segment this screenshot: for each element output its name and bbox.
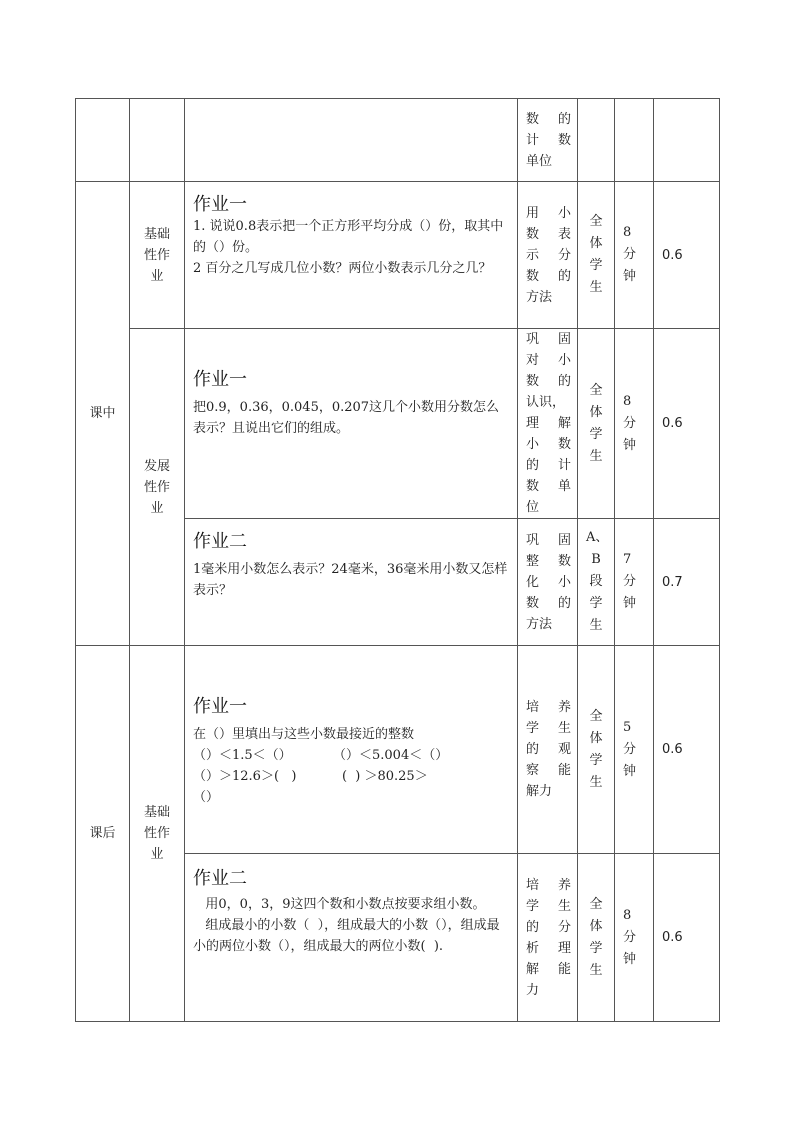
time-cell: 7 分 钟: [615, 519, 654, 646]
goal-cell: 数 的 计 数 单位: [518, 99, 578, 182]
object-cell: A、 B 段 学 生: [578, 519, 615, 646]
stage-cell: [76, 99, 130, 182]
homework-content: 作业一 在（）里填出与这些小数最接近的整数 （）＜1.5＜（） （）＜5.004＜（） （）＞12.6＞( ) ( ) ＞80.25＞ （）: [185, 646, 518, 854]
score-cell: [654, 99, 720, 182]
stage-label: 课中: [76, 182, 130, 646]
type-cell: [130, 99, 185, 182]
homework-title: 作业二: [193, 868, 247, 889]
object-cell: 全 体 学 生: [578, 646, 615, 854]
table-row: [76, 329, 720, 519]
goal-cell: 巩 固 对 小 数 的 认识， 理 解 小 数 的 计 数 单 位: [518, 329, 578, 519]
stage-label: 课后: [76, 646, 130, 1022]
score-cell: 0.6: [654, 182, 720, 329]
goal-cell: 巩 固 整 数 化 小 数 的 方法: [518, 519, 578, 646]
time-cell: 8 分 钟: [615, 329, 654, 519]
table-row: [76, 646, 720, 854]
goal-cell: 培 养 学 生 的 分 析 理 解 能 力: [518, 854, 578, 1022]
homework-title: 作业二: [193, 531, 247, 552]
time-cell: 8 分 钟: [615, 854, 654, 1022]
time-cell: [615, 99, 654, 182]
goal-cell: 培 养 学 生 的 观 察 能 解力: [518, 646, 578, 854]
content-cell: [185, 99, 518, 182]
type-label: 基础性作业: [130, 646, 185, 1022]
score-cell: 0.6: [654, 329, 720, 519]
homework-table: [75, 98, 720, 1022]
time-cell: 5 分 钟: [615, 646, 654, 854]
object-cell: 全 体 学 生: [578, 182, 615, 329]
object-cell: 全 体 学 生: [578, 329, 615, 519]
homework-content: 作业二 1毫米用小数怎么表示？24毫米，36毫米用小数又怎样表示？: [185, 519, 518, 646]
time-cell: 8 分 钟: [615, 182, 654, 329]
type-label: 发展性作业: [130, 329, 185, 646]
score-cell: 0.6: [654, 646, 720, 854]
score-cell: 0.7: [654, 519, 720, 646]
object-cell: [578, 99, 615, 182]
homework-title: 作业一: [193, 696, 247, 717]
score-cell: 0.6: [654, 854, 720, 1022]
homework-content: 作业一 1. 说说0.8表示把一个正方形平均分成（）份，取其中的（）份。 2 百分之几写成几位小数？两位小数表示几分之几？: [185, 182, 518, 329]
table-row: [76, 182, 720, 329]
object-cell: 全 体 学 生: [578, 854, 615, 1022]
homework-content: 作业二 用0，0，3，9这四个数和小数点按要求组小数。 组成最小的小数（ ），组成最大的小数（），组成最小的两位小数（），组成最大的两位小数( ).: [185, 854, 518, 1022]
homework-title: 作业一: [193, 194, 247, 215]
type-label: 基础性作业: [130, 182, 185, 329]
homework-title: 作业一: [193, 369, 247, 390]
table-row: [76, 99, 720, 182]
homework-content: 作业一 把0.9，0.36，0.045，0.207这几个小数用分数怎么表示？且说出它们的组成。: [185, 329, 518, 519]
goal-cell: 用 小 数 表 示 分 数 的 方法: [518, 182, 578, 329]
